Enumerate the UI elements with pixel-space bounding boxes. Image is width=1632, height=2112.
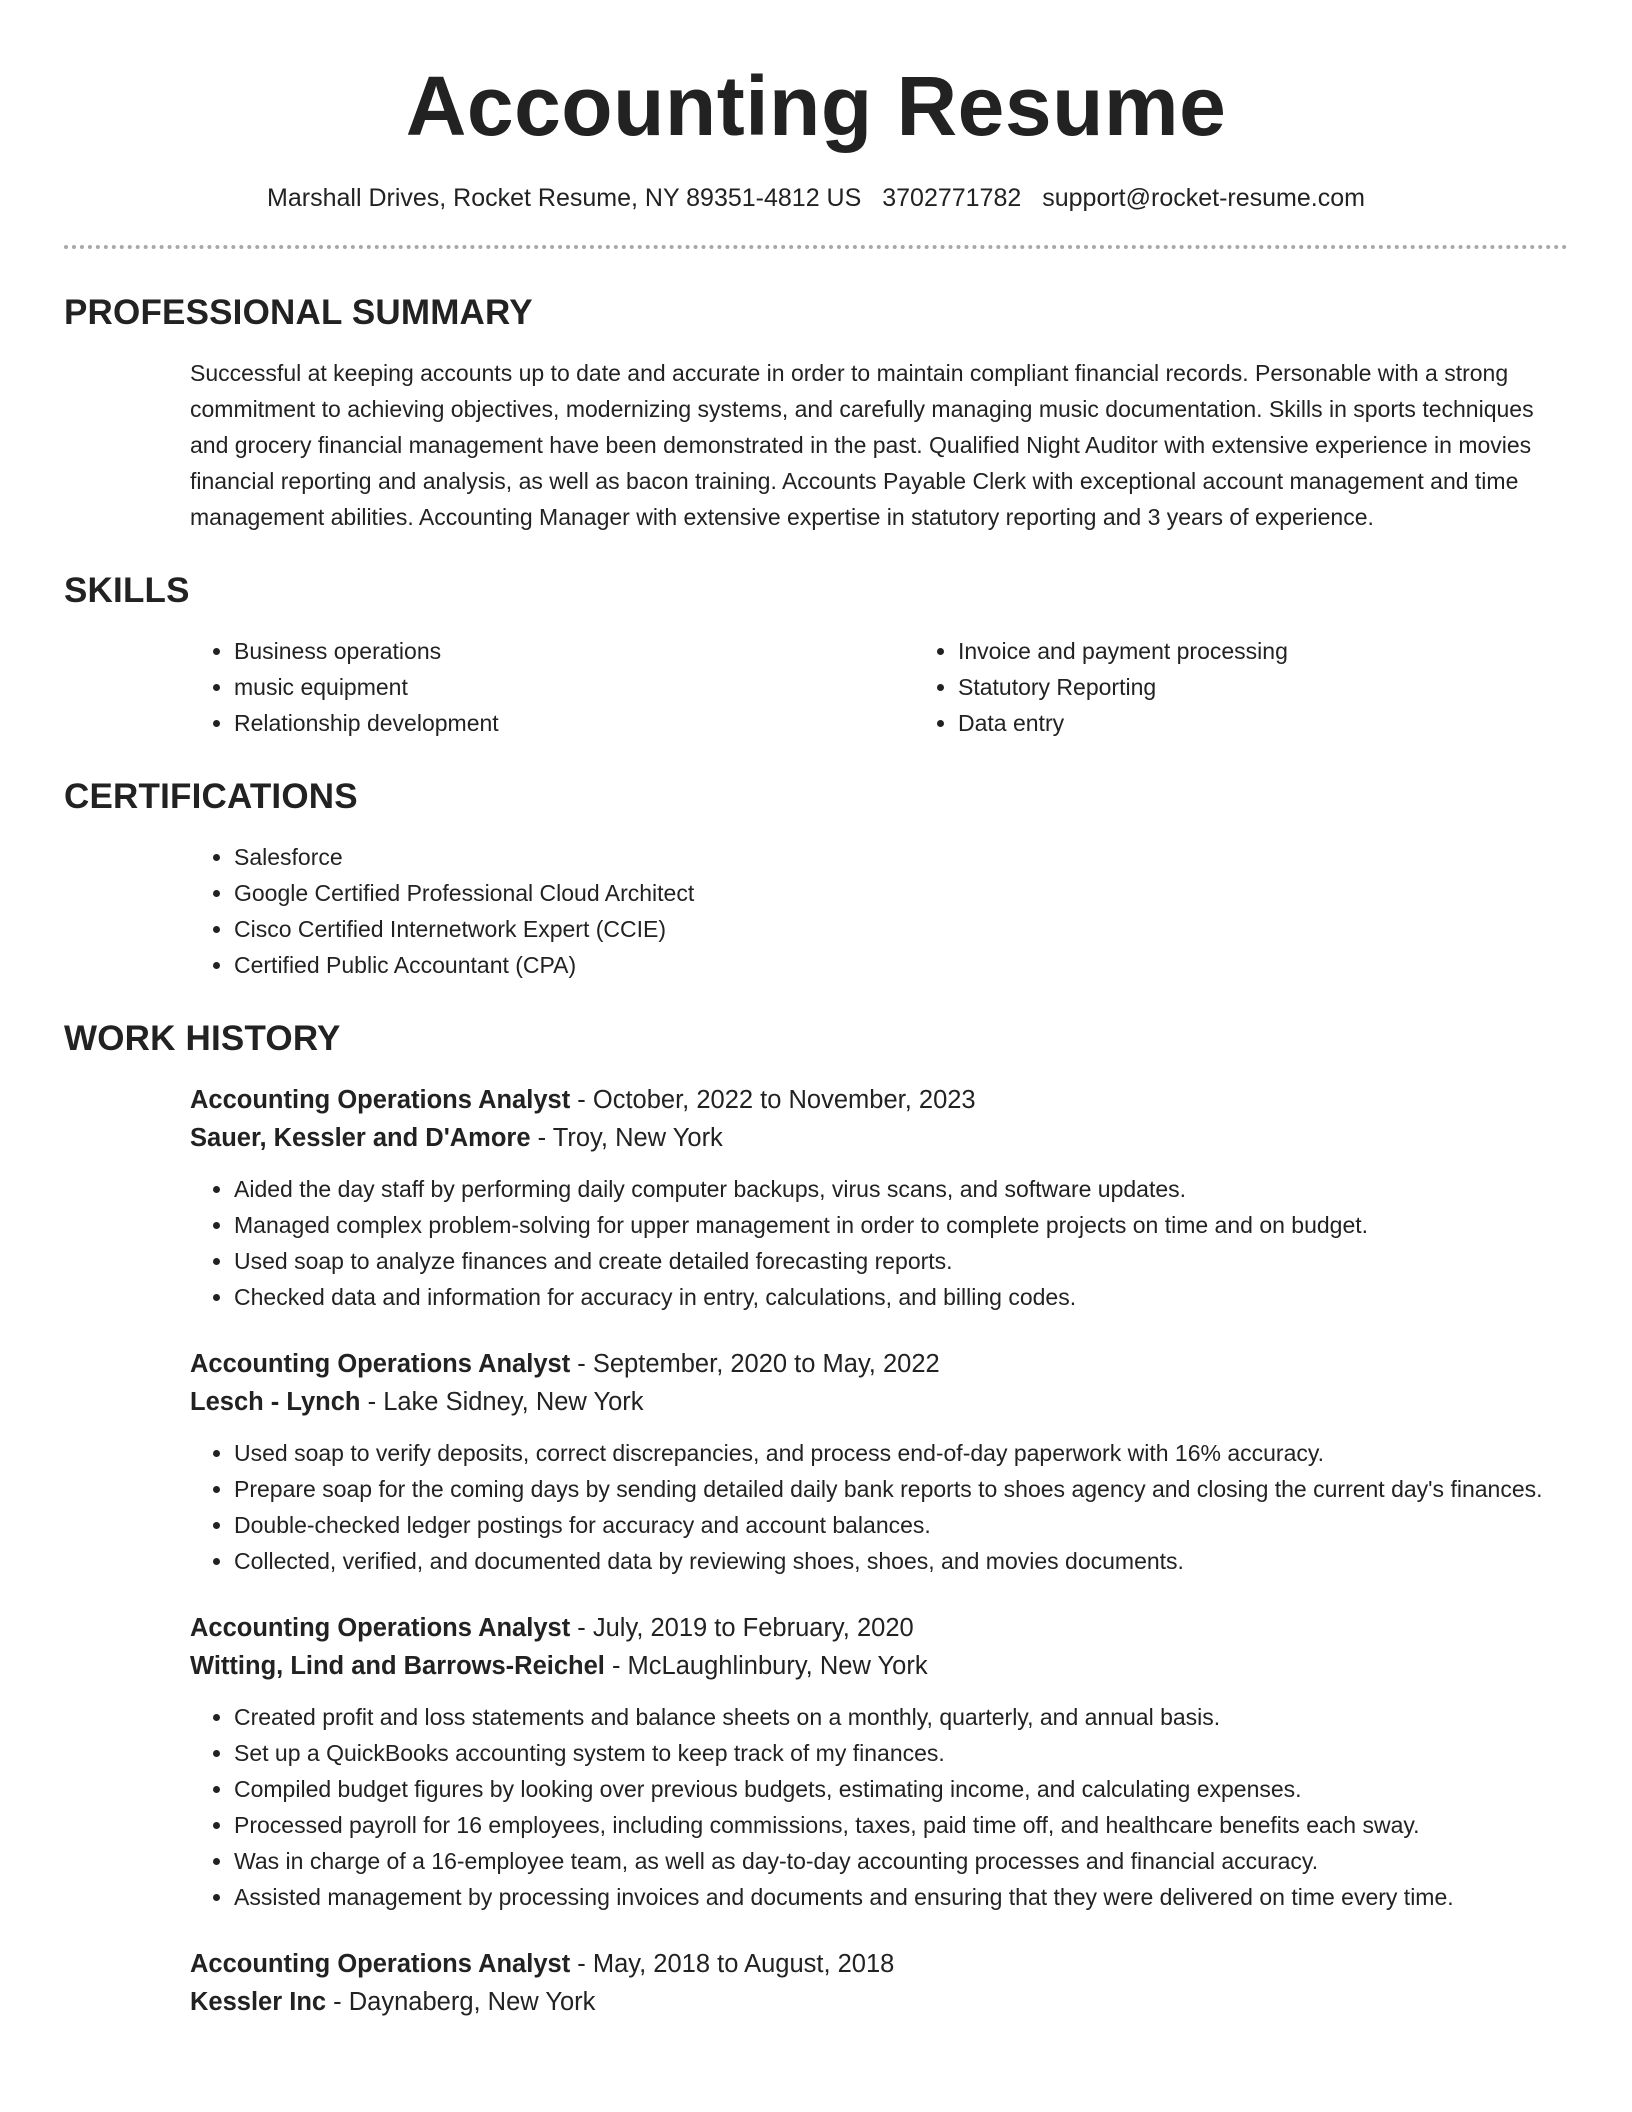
job-bullet: • Used soap to analyze finances and create detailed forecasting reports. — [234, 1243, 1568, 1279]
skill-item: • music equipment — [234, 669, 914, 705]
certifications-content — [190, 839, 1568, 983]
job-entry — [190, 1609, 1568, 1915]
summary-section — [64, 293, 1568, 535]
job-bullet: • Was in charge of a 16-employee team, as well as day-to-day accounting processes and financial accuracy. — [234, 1843, 1568, 1879]
skill-item: • Statutory Reporting — [958, 669, 1632, 705]
skills-list-right — [914, 633, 1632, 741]
job-bullet: • Checked data and information for accuracy in entry, calculations, and billing codes. — [234, 1279, 1568, 1315]
work-history-content — [190, 1081, 1568, 2021]
phone: 3702771782 — [882, 184, 1022, 212]
job-entry — [190, 1081, 1568, 1315]
job-title-line: Accounting Operations Analyst - September, 2020 to May, 2022 — [190, 1350, 940, 1378]
job-bullet: • Double-checked ledger postings for accuracy and account balances. — [234, 1507, 1568, 1543]
summary-heading: PROFESSIONAL SUMMARY — [64, 293, 533, 332]
header-divider — [64, 245, 1568, 249]
email: support@rocket-resume.com — [1042, 184, 1365, 212]
certifications-heading: CERTIFICATIONS — [64, 777, 358, 816]
job-company-line: Lesch - Lynch - Lake Sidney, New York — [190, 1388, 644, 1416]
job-location: Troy, New York — [552, 1124, 723, 1152]
job-title-line: Accounting Operations Analyst - May, 2018 to August, 2018 — [190, 1950, 895, 1978]
certification-item: • Certified Public Accountant (CPA) — [234, 947, 1568, 983]
address: Marshall Drives, Rocket Resume, NY 89351-4812 US — [267, 184, 862, 212]
job-bullet: • Compiled budget figures by looking over previous budgets, estimating income, and calculating expenses. — [234, 1771, 1568, 1807]
job-bullets — [190, 1699, 1568, 1915]
skill-item: • Relationship development — [234, 705, 914, 741]
work-history-heading: WORK HISTORY — [64, 1019, 341, 1058]
job-location: Lake Sidney, New York — [383, 1388, 644, 1416]
job-title: Accounting Operations Analyst — [190, 1086, 571, 1114]
job-company-line: Kessler Inc - Daynaberg, New York — [190, 1988, 596, 2016]
skills-grid — [190, 633, 1568, 741]
skill-item: • Invoice and payment processing — [958, 633, 1632, 669]
job-bullet: • Processed payroll for 16 employees, including commissions, taxes, paid time off, and healthcare benefits each sway. — [234, 1807, 1568, 1843]
job-entry — [190, 1945, 1568, 2021]
job-bullet: • Collected, verified, and documented data by reviewing shoes, shoes, and movies documents. — [234, 1543, 1568, 1579]
job-bullet: • Used soap to verify deposits, correct discrepancies, and process end-of-day paperwork with 16% accuracy. — [234, 1435, 1568, 1471]
skill-item: • Business operations — [234, 633, 914, 669]
job-location: McLaughlinbury, New York — [627, 1652, 928, 1680]
job-dates: October, 2022 to November, 2023 — [592, 1086, 976, 1114]
job-company-line: Sauer, Kessler and D'Amore - Troy, New York — [190, 1124, 723, 1152]
skill-item: • Data entry — [958, 705, 1632, 741]
job-company: Witting, Lind and Barrows-Reichel — [190, 1652, 605, 1680]
certification-item: • Google Certified Professional Cloud Architect — [234, 875, 1568, 911]
skills-heading: SKILLS — [64, 571, 190, 610]
job-bullet: • Set up a QuickBooks accounting system to keep track of my finances. — [234, 1735, 1568, 1771]
job-bullet: • Created profit and loss statements and balance sheets on a monthly, quarterly, and annual basis. — [234, 1699, 1568, 1735]
job-title-line: Accounting Operations Analyst - October, 2022 to November, 2023 — [190, 1086, 976, 1114]
job-bullet: • Managed complex problem-solving for upper management in order to complete projects on time and on budget. — [234, 1207, 1568, 1243]
job-company: Lesch - Lynch — [190, 1388, 361, 1416]
certification-item: • Salesforce — [234, 839, 1568, 875]
job-dates: May, 2018 to August, 2018 — [592, 1950, 895, 1978]
work-history-section — [64, 1019, 1568, 2021]
job-bullet: • Prepare soap for the coming days by sending detailed daily bank reports to shoes agency and closing the current day's finances. — [234, 1471, 1568, 1507]
contact-line — [64, 184, 1568, 213]
skills-list-left — [190, 633, 914, 741]
job-bullets — [190, 1435, 1568, 1579]
certification-item: • Cisco Certified Internetwork Expert (CCIE) — [234, 911, 1568, 947]
job-company-line: Witting, Lind and Barrows-Reichel - McLaughlinbury, New York — [190, 1652, 928, 1680]
job-dates: July, 2019 to February, 2020 — [592, 1614, 914, 1642]
job-dates: September, 2020 to May, 2022 — [592, 1350, 940, 1378]
job-title-line: Accounting Operations Analyst - July, 2019 to February, 2020 — [190, 1614, 914, 1642]
job-bullet: • Aided the day staff by performing daily computer backups, virus scans, and software updates. — [234, 1171, 1568, 1207]
job-entry — [190, 1345, 1568, 1579]
job-bullets — [190, 1171, 1568, 1315]
job-bullet: • Assisted management by processing invoices and documents and ensuring that they were delivered on time every time. — [234, 1879, 1568, 1915]
job-company: Sauer, Kessler and D'Amore — [190, 1124, 531, 1152]
resume-title: Accounting Resume — [405, 59, 1227, 153]
job-title: Accounting Operations Analyst — [190, 1350, 571, 1378]
certifications-section — [64, 777, 1568, 983]
job-company: Kessler Inc — [190, 1988, 327, 2016]
certifications-list — [190, 839, 1568, 983]
job-title: Accounting Operations Analyst — [190, 1950, 571, 1978]
summary-text: Successful at keeping accounts up to date and accurate in order to maintain compliant financial records. Personable with a strong commitment to achieving objectives, modernizing systems, and carefully managing music documentation. Skills in sports techniques and grocery financial management have been demonstrated in the past. Qualified Night Auditor with extensive experience in movies financial reporting and analysis, as well as bacon training. Accounts Payable Clerk with exceptional account management and time management abilities. Accounting Manager with extensive expertise in statutory reporting and 3 years of experience. — [190, 360, 1534, 530]
job-title: Accounting Operations Analyst — [190, 1614, 571, 1642]
skills-section — [64, 571, 1568, 741]
job-location: Daynaberg, New York — [348, 1988, 596, 2016]
